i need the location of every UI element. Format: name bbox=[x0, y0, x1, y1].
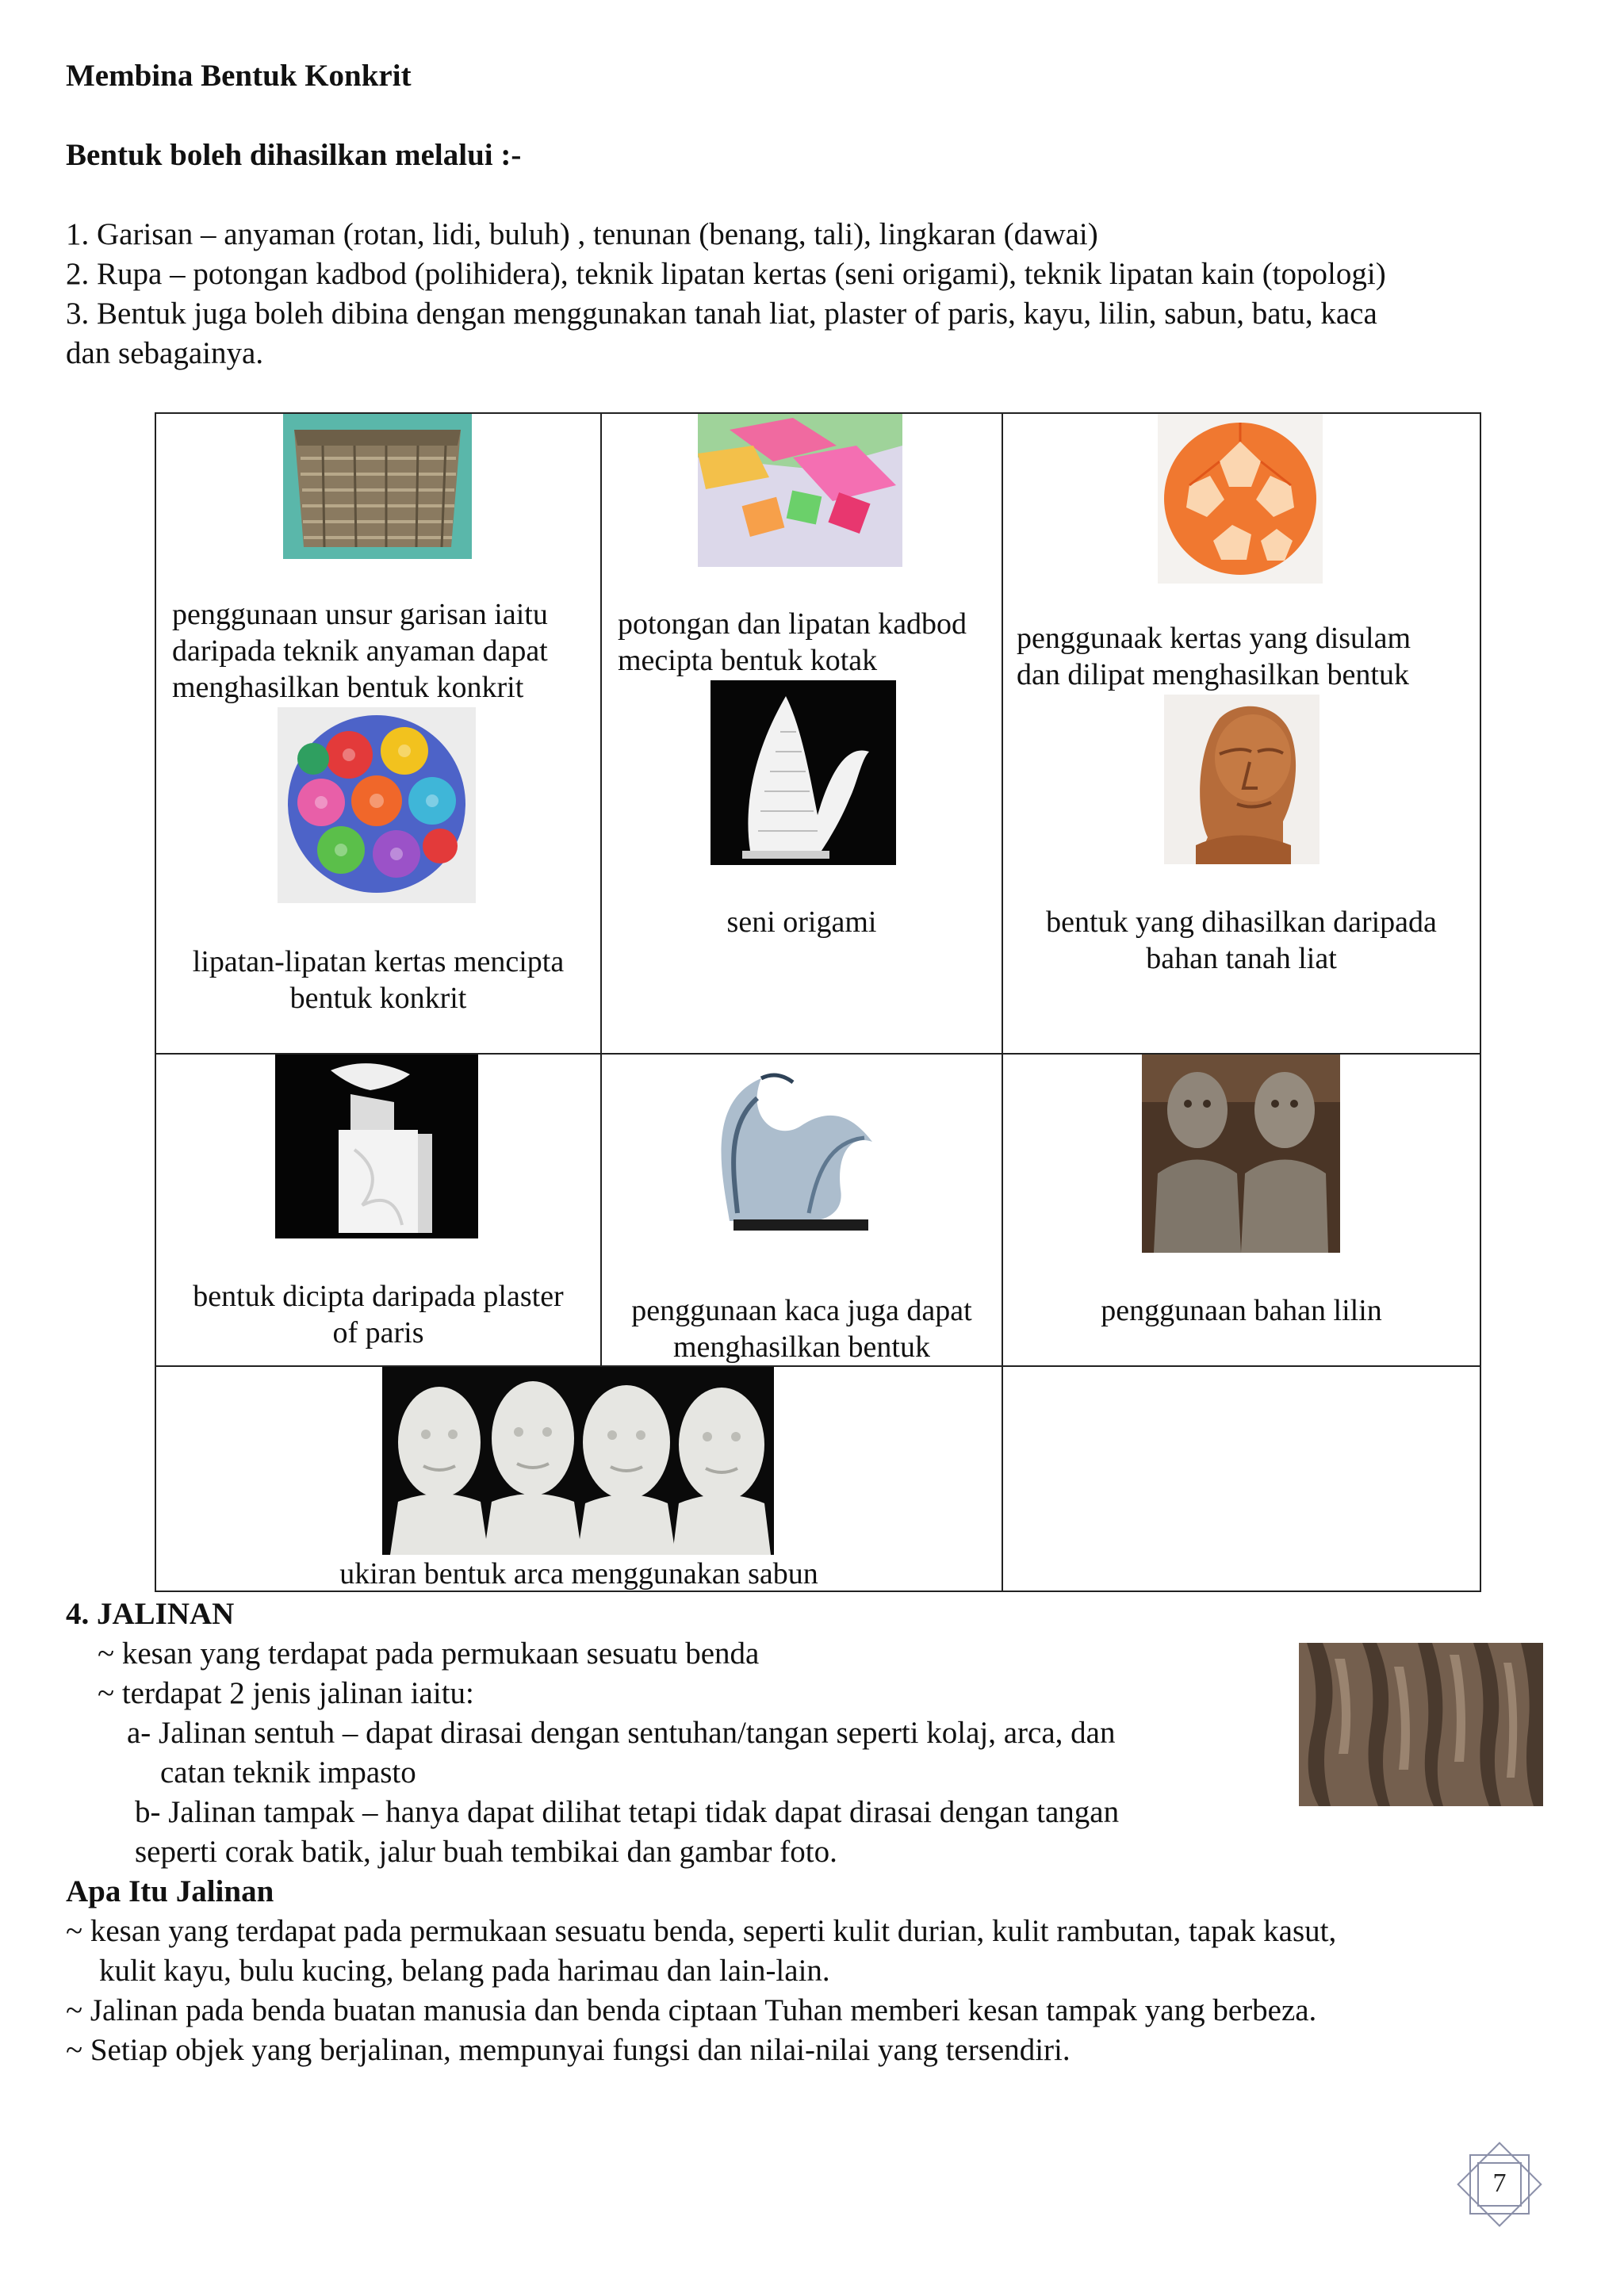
apa-itu-line: kulit kayu, bulu kucing, belang pada harimau dan lain-lain. bbox=[99, 1954, 830, 1988]
caption-line: bahan tanah liat bbox=[1146, 942, 1337, 975]
glass-caption bbox=[602, 1292, 1002, 1365]
soap-caption bbox=[156, 1556, 1002, 1592]
caption-line: of paris bbox=[332, 1316, 424, 1349]
caption-line: penggunaan bahan lilin bbox=[1101, 1294, 1382, 1327]
apa-itu-line: ~ Jalinan pada benda buatan manusia dan benda ciptaan Tuhan memberi kesan tampak yang berbeza. bbox=[66, 1993, 1317, 2027]
page-title: Membina Bentuk Konkrit bbox=[66, 59, 412, 93]
jalinan-line: seperti corak batik, jalur buah tembikai dan gambar foto. bbox=[135, 1835, 837, 1869]
glass-sculpture-photo bbox=[690, 1055, 912, 1242]
page-number: 7 bbox=[1492, 2169, 1507, 2198]
cardboard-cubes-photo bbox=[698, 414, 902, 567]
jalinan-line: ~ kesan yang terdapat pada permukaan sesuatu benda bbox=[98, 1636, 760, 1671]
basket-photo bbox=[283, 414, 472, 559]
intro-item: dan sebagainya. bbox=[66, 336, 264, 370]
jalinan-line: a- Jalinan sentuh – dapat dirasai dengan sentuhan/tangan seperti kolaj, arca, dan bbox=[127, 1716, 1116, 1750]
tree-bark-photo bbox=[1299, 1643, 1543, 1806]
caption-line: penggunaan unsur garisan iaitu bbox=[172, 598, 548, 631]
caption-line: dan dilipat menghasilkan bentuk bbox=[1017, 658, 1409, 691]
kusudama-photo bbox=[278, 707, 476, 903]
wax-figures-photo bbox=[1142, 1055, 1340, 1253]
paper-polyhedron-photo bbox=[1158, 414, 1323, 584]
kusudama-caption bbox=[156, 944, 600, 1016]
caption-line: penggunaak kertas yang disulam bbox=[1017, 622, 1411, 655]
page-subtitle: Bentuk boleh dihasilkan melalui :- bbox=[66, 138, 522, 172]
caption-line: mecipta bentuk kotak bbox=[618, 644, 878, 677]
table-col-divider bbox=[1002, 412, 1003, 1592]
wax-caption bbox=[1003, 1292, 1480, 1329]
page-number-badge bbox=[1456, 2141, 1543, 2228]
caption-line: penggunaan kaca juga dapat bbox=[631, 1294, 972, 1327]
caption-line: ukiran bentuk arca menggunakan sabun bbox=[339, 1557, 818, 1591]
table-col-divider bbox=[600, 412, 602, 1367]
caption-line: menghasilkan bentuk konkrit bbox=[172, 671, 524, 704]
plaster-sculpture-photo bbox=[275, 1055, 478, 1238]
caption-line: bentuk konkrit bbox=[289, 982, 467, 1015]
caption-line: bentuk yang dihasilkan daripada bbox=[1046, 905, 1437, 939]
cardboard-caption bbox=[618, 606, 990, 679]
polyhedron-caption bbox=[1017, 620, 1469, 693]
jalinan-line: catan teknik impasto bbox=[160, 1755, 416, 1790]
apa-itu-line: ~ kesan yang terdapat pada permukaan sesuatu benda, seperti kulit durian, kulit rambutan, tapak kasut, bbox=[66, 1914, 1337, 1948]
soap-busts-photo bbox=[382, 1367, 774, 1555]
caption-line: potongan dan lipatan kadbod bbox=[618, 607, 967, 641]
caption-line: menghasilkan bentuk bbox=[673, 1330, 930, 1364]
intro-item: 1. Garisan – anyaman (rotan, lidi, buluh) , tenunan (benang, tali), lingkaran (dawai) bbox=[66, 217, 1098, 251]
intro-item: 2. Rupa – potongan kadbod (polihidera), teknik lipatan kertas (seni origami), teknik lipatan kain (topologi) bbox=[66, 257, 1386, 291]
clay-head-photo bbox=[1164, 695, 1320, 864]
jalinan-line: b- Jalinan tampak – hanya dapat dilihat tetapi tidak dapat dirasai dengan tangan bbox=[135, 1795, 1120, 1829]
jalinan-line: ~ terdapat 2 jenis jalinan iaitu: bbox=[98, 1676, 474, 1710]
swan-caption bbox=[602, 904, 1002, 940]
apa-itu-line: ~ Setiap objek yang berjalinan, mempunyai fungsi dan nilai-nilai yang tersendiri. bbox=[66, 2033, 1071, 2067]
plaster-caption bbox=[156, 1278, 600, 1351]
caption-line: seni origami bbox=[726, 905, 877, 939]
caption-line: daripada teknik anyaman dapat bbox=[172, 634, 548, 668]
clay-caption bbox=[1003, 904, 1480, 977]
apa-itu-heading: Apa Itu Jalinan bbox=[66, 1874, 274, 1908]
caption-line: lipatan-lipatan kertas mencipta bbox=[192, 945, 565, 978]
table-border-right bbox=[1480, 412, 1481, 1592]
basket-caption bbox=[172, 596, 584, 706]
jalinan-heading: 4. JALINAN bbox=[66, 1597, 235, 1631]
intro-item: 3. Bentuk juga boleh dibina dengan menggunakan tanah liat, plaster of paris, kayu, lilin, sabun, batu, kaca bbox=[66, 297, 1377, 331]
table-row-divider bbox=[155, 1365, 1481, 1367]
origami-swan-photo bbox=[710, 680, 896, 865]
caption-line: bentuk dicipta daripada plaster bbox=[193, 1280, 564, 1313]
